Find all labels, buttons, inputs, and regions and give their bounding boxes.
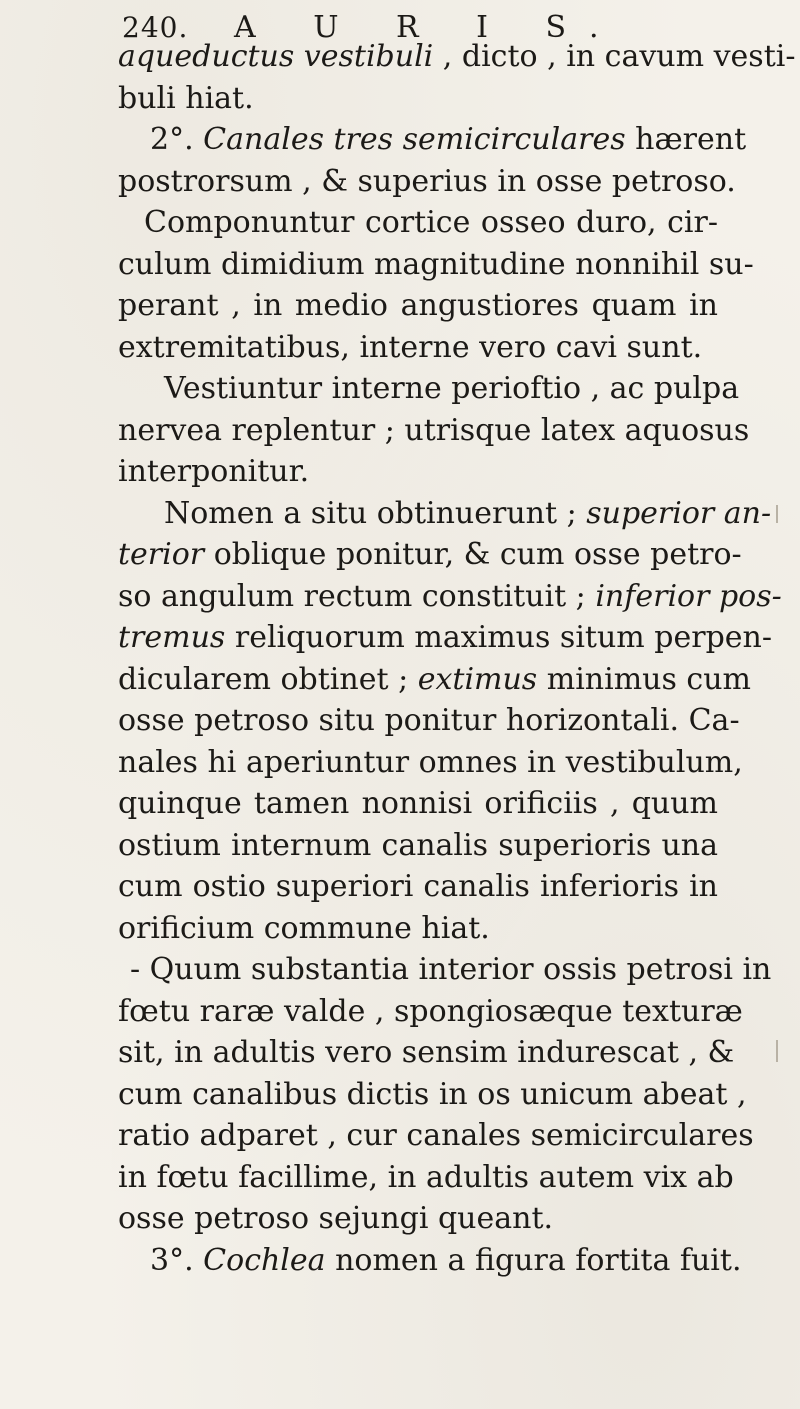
text-line: [118, 825, 718, 867]
text-line: [118, 1198, 718, 1240]
body-text: [118, 36, 796, 1281]
italic-text: superior an-: [586, 495, 772, 531]
text-segment: ostium internum canalis superioris una: [118, 827, 718, 863]
text-line: [118, 368, 740, 410]
text-line: [118, 534, 742, 576]
text-line: [118, 327, 718, 369]
text-line: [118, 783, 718, 825]
text-line: [118, 659, 751, 701]
text-segment: Vestiuntur interne perioftio , ac pulpa: [164, 371, 740, 406]
text-segment: quinque tamen nonnisi orificiis , quum: [118, 786, 718, 821]
text-line: [118, 576, 782, 618]
italic-text: Cochlea: [203, 1242, 326, 1278]
text-segment: nales hi aperiuntur omnes in vestibulum,: [118, 744, 743, 780]
text-line: [118, 244, 754, 286]
italic-text: extimus: [417, 661, 538, 697]
text-segment: 2°.: [150, 122, 204, 157]
text-segment: interponitur.: [118, 454, 310, 489]
text-line: [118, 908, 718, 950]
text-line: [118, 1157, 734, 1199]
text-line: [118, 949, 772, 991]
text-segment: osse petroso sejungi queant.: [118, 1201, 554, 1236]
text-segment: ratio adparet , cur canales semicirculares: [118, 1118, 754, 1153]
text-segment: buli hiat.: [118, 80, 254, 116]
text-segment: perant , in medio angustiores quam in: [118, 288, 718, 323]
italic-text: aqueductus vestibuli: [118, 39, 434, 74]
margin-mark: [776, 1040, 778, 1062]
text-segment: minimus cum: [537, 661, 751, 697]
text-line: [118, 742, 743, 784]
text-line: [118, 1074, 747, 1116]
text-segment: hærent: [625, 122, 747, 157]
text-segment: reliquorum maximus situm perpen-: [225, 620, 772, 655]
text-line: [118, 78, 718, 120]
text-segment: Componuntur cortice osseo duro, cir-: [144, 205, 718, 240]
text-segment: dicularem obtinet ;: [118, 661, 418, 697]
text-segment: orificium commune hiat.: [118, 910, 490, 946]
text-segment: nervea replentur ; utrisque latex aquosus: [118, 412, 750, 448]
text-segment: cum ostio superiori canalis inferioris in: [118, 869, 718, 904]
text-segment: nomen a figura fortita fuit.: [325, 1242, 742, 1278]
text-segment: osse petroso situ ponitur horizontali. Ca-: [118, 703, 740, 738]
text-segment: so angulum rectum constituit ;: [118, 578, 596, 614]
page-number: 240.: [122, 11, 189, 44]
running-title: A U R I S.: [234, 10, 623, 45]
text-segment: oblique ponitur, & cum osse petro-: [204, 537, 742, 572]
text-segment: in fœtu facillime, in adultis autem vix ab: [118, 1159, 734, 1195]
text-segment: Nomen a situ obtinuerunt ;: [164, 495, 587, 531]
text-segment: 3°.: [150, 1242, 204, 1278]
text-segment: cum canalibus dictis in os unicum abeat ,: [118, 1076, 747, 1112]
text-line: [118, 493, 772, 535]
text-segment: - Quum substantia interior ossis petrosi in: [130, 952, 772, 987]
text-segment: fœtu raræ valde , spongiosæque texturæ: [118, 993, 743, 1029]
italic-text: terior: [118, 537, 205, 572]
text-line: [118, 410, 750, 452]
text-line: [118, 866, 718, 908]
italic-text: Canales tres semicirculares: [203, 122, 626, 157]
text-line: [118, 119, 747, 161]
text-segment: culum dimidium magnitudine nonnihil su-: [118, 246, 754, 282]
italic-text: tremus: [118, 620, 226, 655]
margin-mark: [776, 505, 778, 523]
text-line: [118, 991, 743, 1033]
text-line: [118, 1240, 742, 1282]
text-line: [118, 1032, 735, 1074]
text-line: [118, 285, 718, 327]
italic-text: inferior pos-: [595, 578, 782, 614]
text-segment: , dicto , in cavum vesti-: [433, 39, 796, 74]
text-line: [118, 161, 736, 203]
text-segment: sit, in adultis vero sensim indurescat , &: [118, 1035, 735, 1070]
text-line: [118, 202, 718, 244]
text-line: [118, 1115, 754, 1157]
text-line: [118, 451, 718, 493]
text-segment: postrorsum , & superius in osse petroso.: [118, 163, 736, 199]
text-line: [118, 617, 772, 659]
text-line: [118, 36, 796, 78]
text-segment: extremitatibus, interne vero cavi sunt.: [118, 329, 703, 365]
text-line: [118, 700, 740, 742]
